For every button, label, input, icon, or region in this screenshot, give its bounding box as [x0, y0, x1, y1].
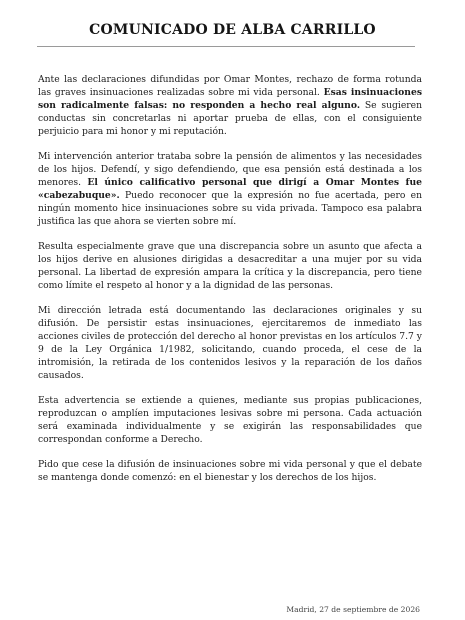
place-date-signature: Madrid, 27 de septiembre de 2026 [286, 605, 420, 614]
statement-body [38, 73, 422, 496]
paragraph-text: Se sugieren conductas sin concretarlas ni aportar prueba de ellas, con el consiguiente perjuicio para mi honor y mi reputación. [38, 100, 422, 137]
paragraph-1 [38, 73, 422, 138]
paragraph-3 [38, 240, 422, 292]
paragraph-text: Mi intervención anterior trataba sobre la pensión de alimentos y las necesidades de los hijos. Defendí, y sigo defendiendo, que esa pensión está destinada a los menores. [38, 151, 422, 188]
paragraph-2 [38, 150, 422, 228]
page-title: COMUNICADO DE ALBA CARRILLO [89, 22, 376, 38]
paragraph-text: Resulta especialmente grave que una discrepancia sobre un asunto que afecta a los hijos derive en alusiones dirigidas a desacreditar a una mujer por su vida personal. La libertad de expresión ampara la crítica y la discrepancia, pero tiene como límite el respeto al honor y a la dignidad de las personas. [38, 241, 422, 291]
paragraph-emphasis: Esas insinuaciones son radicalmente falsas: no responden a hecho real alguno. [38, 87, 422, 111]
paragraph-6 [38, 458, 422, 484]
paragraph-text: Esta advertencia se extiende a quienes, mediante sus propias publicaciones, reproduzcan o amplíen imputaciones lesivas sobre mi persona. Cada actuación será examinada individualmente y se exigirán las responsabilidades que correspondan conforme a Derecho. [38, 395, 422, 445]
paragraph-5 [38, 394, 422, 446]
paragraph-text: Mi dirección letrada está documentando las declaraciones originales y su difusión. De persistir estas insinuaciones, ejercitaremos de inmediato las acciones civiles de protección del derecho al honor previstas en los artículos 7.7 y 9 de la Ley Orgánica 1/1982, solicitando, cuando proceda, el cese de la intromisión, la retirada de los contenidos lesivos y la reparación de los daños causados. [38, 305, 422, 381]
paragraph-emphasis: El único calificativo personal que dirigí a Omar Montes fue «cabezabuque». [38, 177, 423, 201]
paragraph-4 [38, 304, 422, 382]
title-divider [37, 46, 415, 47]
paragraph-text: Pido que cese la difusión de insinuaciones sobre mi vida personal y que el debate se mantenga donde comenzó: en el bienestar y los derechos de los hijos. [38, 459, 422, 483]
paragraph-text: Ante las declaraciones difundidas por Omar Montes, rechazo de forma rotunda las graves insinuaciones realizadas sobre mi vida personal. [38, 74, 422, 98]
paragraph-text: Puedo reconocer que la expresión no fue acertada, pero en ningún momento hice insinuaciones sobre su vida privada. Tampoco esa palabra justifica las que ahora se vierten sobre mí. [38, 190, 422, 227]
